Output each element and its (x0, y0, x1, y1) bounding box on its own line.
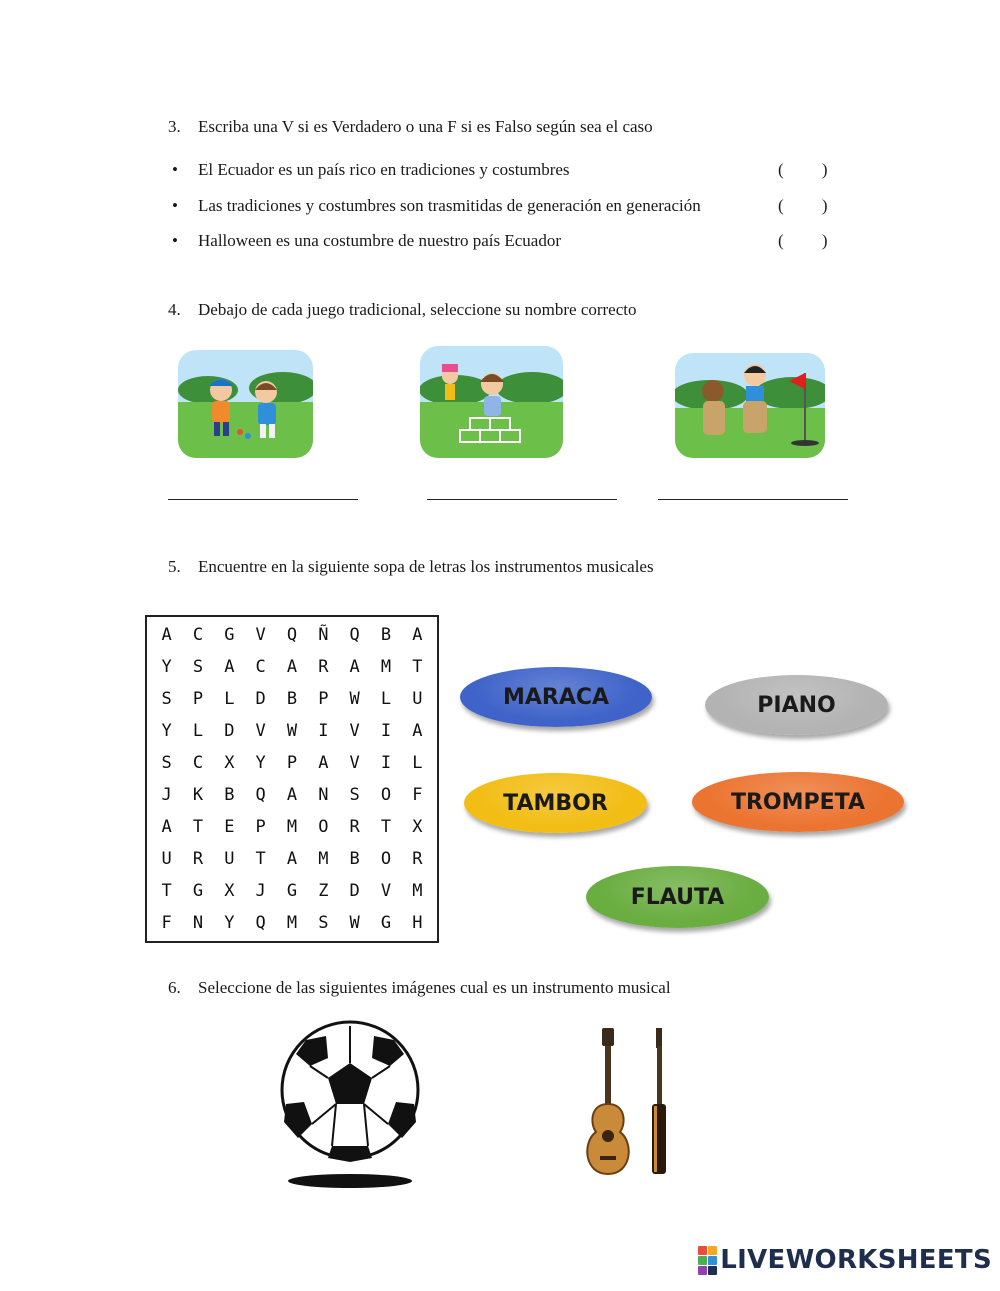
answer-line-2[interactable] (427, 499, 617, 500)
grid-cell[interactable]: S (161, 689, 172, 709)
statement-2: • Las tradiciones y costumbres son trasmitidas de generación en generación (172, 196, 701, 215)
grid-cell[interactable]: X (224, 753, 235, 773)
soccer-ball-icon[interactable] (276, 1018, 424, 1193)
grid-cell[interactable]: Y (224, 913, 235, 933)
grid-cell[interactable]: B (224, 785, 235, 805)
grid-cell[interactable]: R (349, 817, 360, 837)
grid-cell[interactable]: M (286, 913, 298, 933)
grid-cell[interactable]: L (192, 721, 204, 741)
grid-cell[interactable]: K (192, 785, 204, 805)
word-pill-trompeta[interactable]: TROMPETA (692, 772, 904, 832)
grid-cell[interactable]: B (286, 689, 298, 709)
grid-cell[interactable]: Y (161, 721, 172, 741)
statement-text: Halloween es una costumbre de nuestro país Ecuador (198, 231, 562, 250)
answer-box-1[interactable]: ( ) (778, 160, 828, 179)
grid-cell[interactable]: W (349, 913, 360, 933)
sack-race-game-image (675, 353, 825, 458)
word-pill-piano[interactable]: PIANO (705, 675, 888, 735)
grid-cell[interactable]: P (286, 753, 298, 773)
grid-cell[interactable]: C (255, 657, 266, 677)
grid-cell[interactable]: I (318, 721, 329, 741)
grid-cell[interactable]: O (380, 849, 392, 869)
grid-cell[interactable]: S (349, 785, 360, 805)
grid-cell[interactable]: J (161, 785, 172, 805)
word-search-grid[interactable] (145, 615, 439, 943)
grid-cell[interactable]: V (380, 881, 392, 901)
grid-cell[interactable]: I (380, 721, 392, 741)
grid-cell[interactable]: B (380, 625, 392, 645)
grid-cell[interactable]: G (380, 913, 392, 933)
hopscotch-game-image (420, 346, 563, 458)
grid-cell[interactable]: P (318, 689, 329, 709)
grid-cell[interactable]: A (318, 753, 329, 773)
grid-cell[interactable]: M (286, 817, 298, 837)
section-4-title: Debajo de cada juego tradicional, seleccione su nombre correcto (198, 300, 637, 319)
grid-cell[interactable]: X (224, 881, 235, 901)
section-6-title: Seleccione de las siguientes imágenes cual es un instrumento musical (198, 978, 671, 997)
grid-cell[interactable]: A (161, 817, 172, 837)
statement-1: • El Ecuador es un país rico en tradiciones y costumbres (172, 160, 570, 179)
grid-cell[interactable]: V (349, 721, 360, 741)
statement-3: • Halloween es una costumbre de nuestro país Ecuador (172, 231, 562, 250)
grid-cell[interactable]: J (255, 881, 266, 901)
grid-cell[interactable]: Q (349, 625, 360, 645)
grid-cell[interactable]: V (349, 753, 360, 773)
grid-cell[interactable]: G (286, 881, 298, 901)
grid-cell[interactable]: S (161, 753, 172, 773)
section-5-heading: 5. Encuentre en la siguiente sopa de letras los instrumentos musicales (168, 557, 654, 576)
grid-cell[interactable]: Q (255, 913, 266, 933)
grid-cell[interactable]: Y (161, 657, 172, 677)
marbles-game-image (178, 350, 313, 458)
section-4-heading: 4. Debajo de cada juego tradicional, seleccione su nombre correcto (168, 300, 637, 319)
grid-cell[interactable]: L (412, 753, 423, 773)
grid-cell[interactable]: H (412, 913, 423, 933)
grid-cell[interactable]: U (412, 689, 423, 709)
word-pill-tambor[interactable]: TAMBOR (464, 773, 647, 833)
grid-cell[interactable]: D (224, 721, 235, 741)
grid-cell[interactable]: M (380, 657, 392, 677)
grid-cell[interactable]: A (349, 657, 360, 677)
grid-cell[interactable]: N (318, 785, 329, 805)
grid-cell[interactable]: U (224, 849, 235, 869)
statement-text: Las tradiciones y costumbres son trasmitidas de generación en generación (198, 196, 701, 215)
grid-cell[interactable]: W (286, 721, 298, 741)
answer-box-2[interactable]: ( ) (778, 196, 828, 215)
grid-cell[interactable]: V (255, 625, 266, 645)
grid-cell[interactable]: W (349, 689, 360, 709)
grid-cell[interactable]: Q (286, 625, 298, 645)
grid-cell[interactable]: V (255, 721, 266, 741)
word-pill-maraca[interactable]: MARACA (460, 667, 652, 727)
grid-cell[interactable]: E (224, 817, 235, 837)
grid-cell[interactable]: Ñ (318, 625, 329, 645)
grid-cell[interactable]: B (349, 849, 360, 869)
liveworksheets-logo[interactable] (698, 1245, 992, 1275)
grid-cell[interactable]: A (161, 625, 172, 645)
grid-cell[interactable]: G (192, 881, 204, 901)
grid-cell[interactable]: T (380, 817, 392, 837)
grid-cell[interactable]: A (286, 849, 298, 869)
grid-cell[interactable]: O (318, 817, 329, 837)
grid-cell[interactable]: R (192, 849, 204, 869)
grid-cell[interactable]: C (192, 753, 204, 773)
grid-cell[interactable]: L (224, 689, 235, 709)
grid-cell[interactable]: A (286, 785, 298, 805)
logo-mark-icon (698, 1246, 717, 1275)
grid-cell[interactable]: A (224, 657, 235, 677)
grid-cell[interactable]: T (161, 881, 172, 901)
section-6-heading: 6. Seleccione de las siguientes imágenes cual es un instrumento musical (168, 978, 671, 997)
grid-cell[interactable]: X (412, 817, 423, 837)
grid-cell[interactable]: G (224, 625, 235, 645)
grid-cell[interactable]: M (318, 849, 329, 869)
grid-cell[interactable]: S (192, 657, 204, 677)
grid-cell[interactable]: S (318, 913, 329, 933)
section-5-title: Encuentre en la siguiente sopa de letras los instrumentos musicales (198, 557, 654, 576)
grid-cell[interactable]: P (192, 689, 204, 709)
statement-text: El Ecuador es un país rico en tradiciones y costumbres (198, 160, 570, 179)
grid-cell[interactable]: D (349, 881, 360, 901)
section-3-title: Escriba una V si es Verdadero o una F si es Falso según sea el caso (198, 117, 653, 136)
word-pill-flauta[interactable]: FLAUTA (586, 866, 769, 928)
answer-line-1[interactable] (168, 499, 358, 500)
grid-cell[interactable]: U (161, 849, 172, 869)
grid-cell[interactable]: A (286, 657, 298, 677)
grid-cell[interactable]: A (412, 721, 423, 741)
grid-cell[interactable]: Q (255, 785, 266, 805)
grid-cell[interactable]: R (318, 657, 329, 677)
grid-cell[interactable]: M (412, 881, 423, 901)
logo-text: LIVEWORKSHEETS (720, 1245, 992, 1275)
answer-box-3[interactable]: ( ) (778, 231, 828, 250)
grid-cell[interactable]: T (412, 657, 423, 677)
grid-cell[interactable]: I (380, 753, 392, 773)
section-3-heading: 3. Escriba una V si es Verdadero o una F si es Falso según sea el caso (168, 117, 653, 136)
grid-cell[interactable]: R (412, 849, 423, 869)
grid-cell[interactable]: Z (318, 881, 329, 901)
grid-cell[interactable]: T (255, 849, 266, 869)
grid-cell[interactable]: L (380, 689, 392, 709)
grid-cell[interactable]: D (255, 689, 266, 709)
grid-cell[interactable]: F (412, 785, 423, 805)
guitar-icon[interactable] (578, 1024, 674, 1178)
grid-cell[interactable]: Y (255, 753, 266, 773)
grid-cell[interactable]: P (255, 817, 266, 837)
grid-cell[interactable]: F (161, 913, 172, 933)
grid-cell[interactable]: C (192, 625, 204, 645)
grid-cell[interactable]: T (192, 817, 204, 837)
grid-cell[interactable]: A (412, 625, 423, 645)
grid-cell[interactable]: O (380, 785, 392, 805)
answer-line-3[interactable] (658, 499, 848, 500)
grid-cell[interactable]: N (192, 913, 204, 933)
